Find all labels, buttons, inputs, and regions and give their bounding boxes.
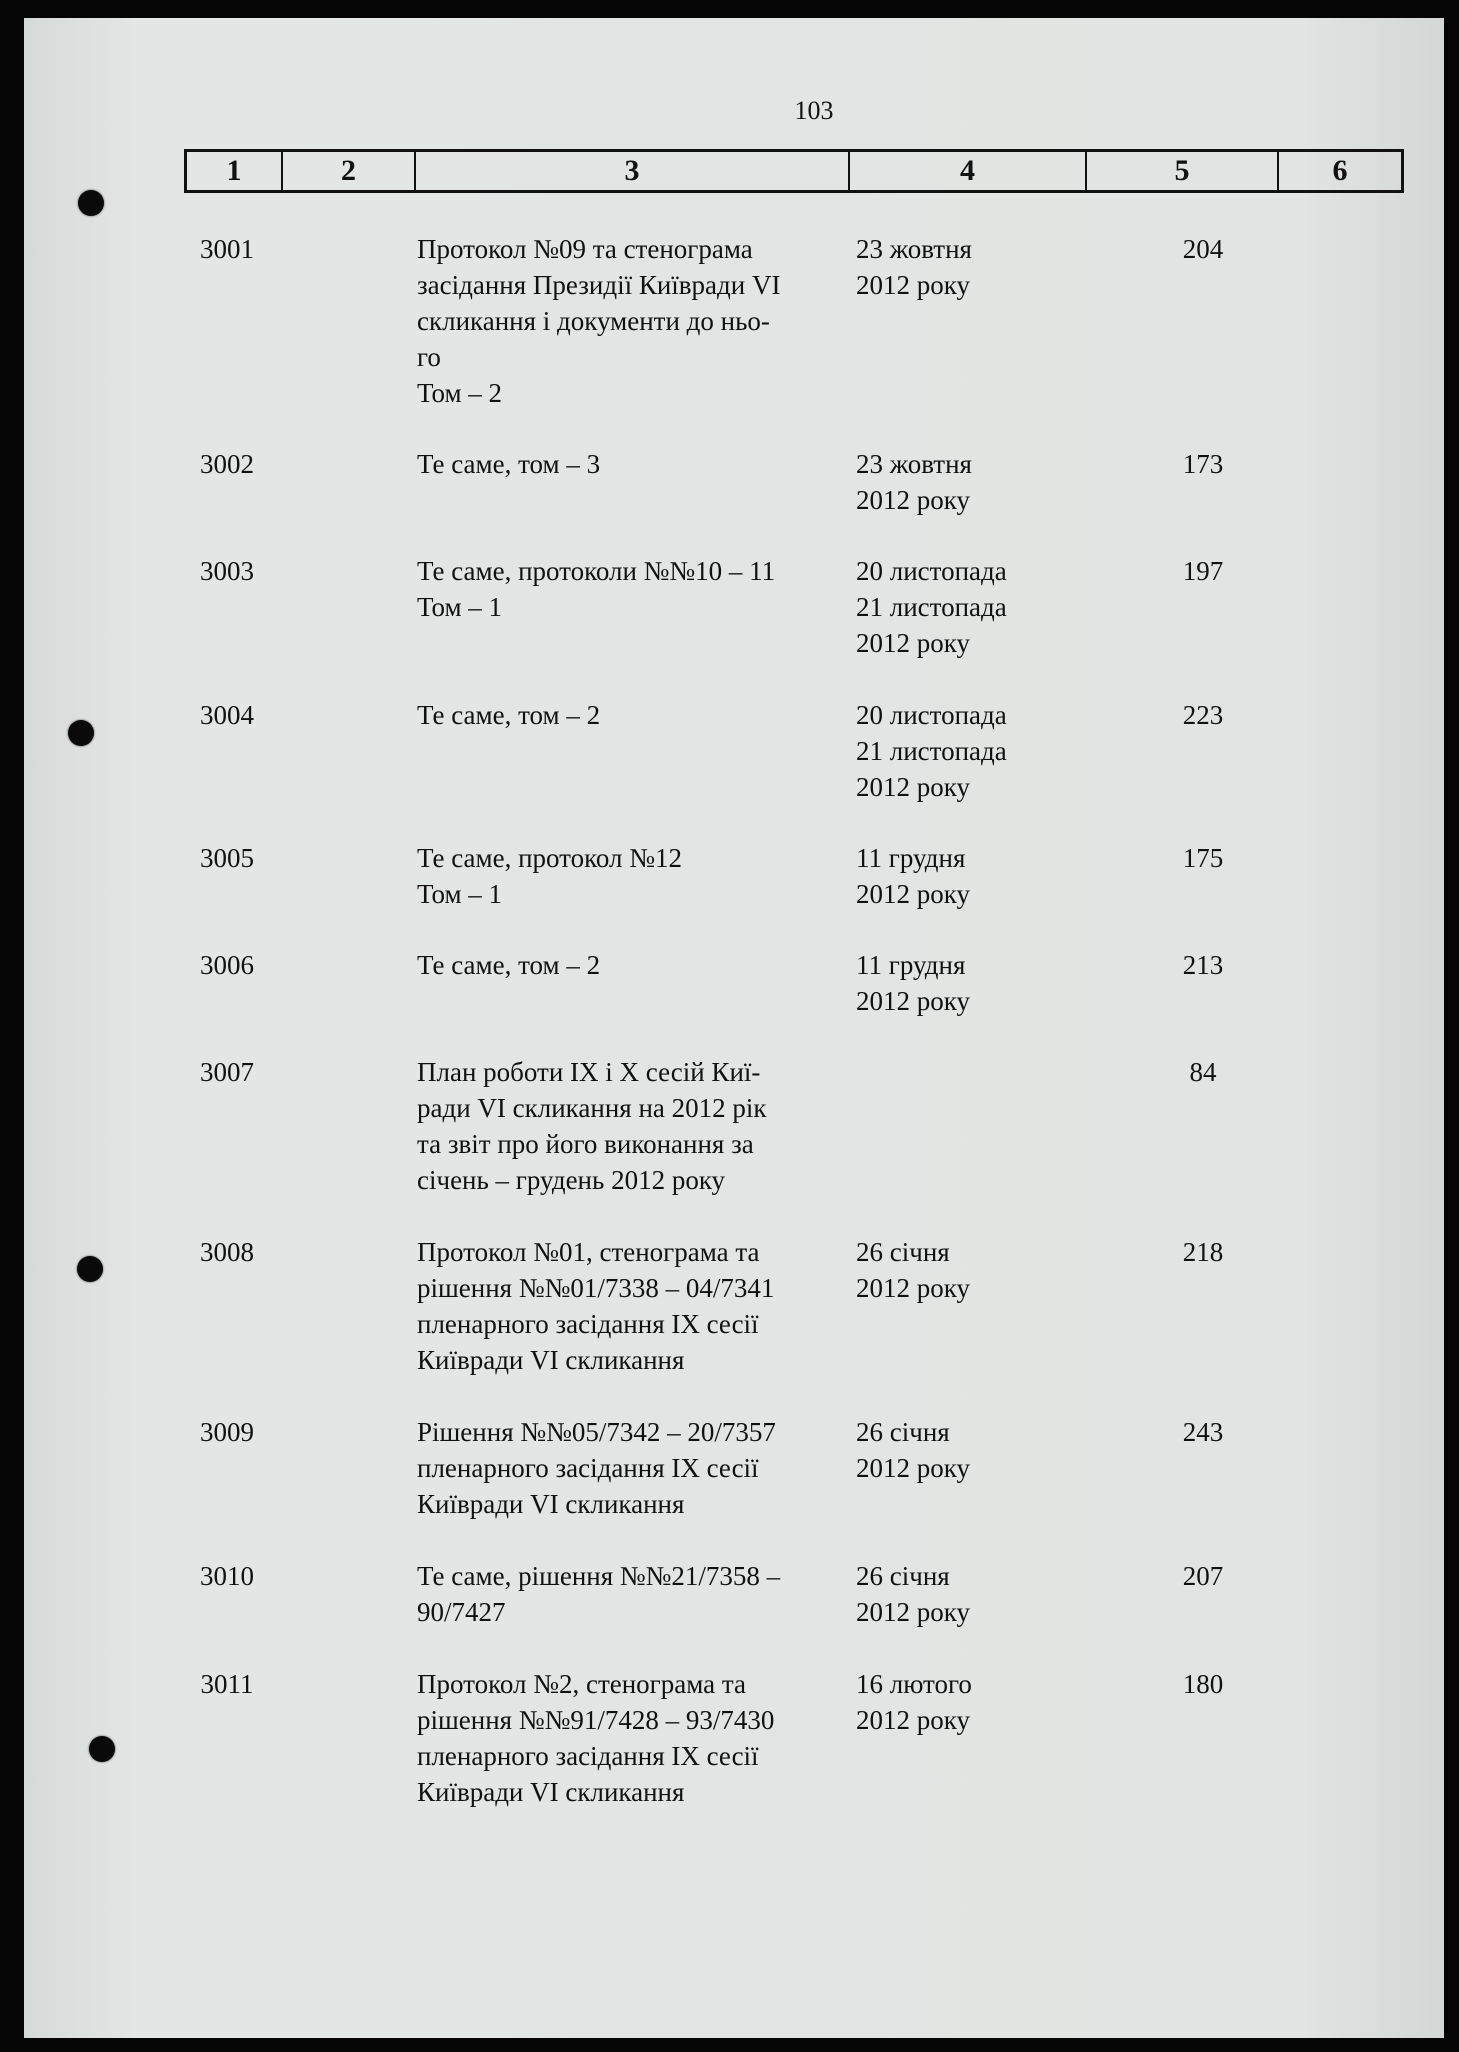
record-number: 3006 (200, 950, 254, 980)
record-title: План роботи IX і X сесій Киї- ради VI скликання на 2012 рік та звіт про його виконання за січень – грудень 2012 року (417, 1057, 767, 1195)
record-number: 3001 (200, 234, 254, 264)
record-pages: 175 (1182, 843, 1224, 873)
record-title: Те саме, рішення №№21/7358 – 90/7427 (417, 1561, 781, 1627)
record-date: 26 січня 2012 року (856, 1417, 970, 1483)
record-number: 3011 (200, 1669, 254, 1699)
record-pages: 197 (1182, 556, 1224, 586)
record-pages: 204 (1182, 234, 1224, 264)
record-title: Протокол №01, стенограма та рішення №№01/7338 – 04/7341 пленарного засідання IX сесії Київради VI скликання (417, 1237, 775, 1375)
record-pages: 84 (1189, 1057, 1217, 1087)
record-title: Те саме, протокол №12 Том – 1 (417, 843, 682, 909)
record-list (24, 18, 1444, 2038)
record-number: 3002 (200, 449, 254, 479)
record-date: 11 грудня 2012 року (856, 950, 970, 1016)
record-title: Те саме, том – 3 (417, 449, 601, 479)
record-date: 11 грудня 2012 року (856, 843, 970, 909)
record-date: 23 жовтня 2012 року (856, 449, 972, 515)
record-pages: 180 (1182, 1669, 1224, 1699)
record-date: 20 листопада 21 листопада 2012 року (856, 700, 1007, 802)
document-page (24, 18, 1444, 2038)
record-pages: 243 (1182, 1417, 1224, 1447)
column-header-1: 1 (187, 152, 283, 190)
column-header-4: 4 (850, 152, 1087, 190)
record-number: 3007 (200, 1057, 254, 1087)
column-header-2: 2 (283, 152, 416, 190)
column-header-6: 6 (1332, 154, 1348, 187)
record-date: 23 жовтня 2012 року (856, 234, 972, 300)
record-date: 16 лютого 2012 року (856, 1669, 972, 1735)
record-pages: 207 (1182, 1561, 1224, 1591)
record-number: 3005 (200, 843, 254, 873)
record-date: 20 листопада 21 листопада 2012 року (856, 556, 1007, 658)
record-title: Те саме, том – 2 (417, 950, 601, 980)
record-pages: 173 (1182, 449, 1224, 479)
record-date: 26 січня 2012 року (856, 1561, 970, 1627)
record-title: Рішення №№05/7342 – 20/7357 пленарного засідання IX сесії Київради VI скликання (417, 1417, 776, 1519)
record-number: 3009 (200, 1417, 254, 1447)
record-number: 3008 (200, 1237, 254, 1267)
record-title: Протокол №09 та стенограма засідання Президії Київради VI скликання і документи до ньо- го Том – 2 (417, 234, 781, 408)
record-title: Протокол №2, стенограма та рішення №№91/7428 – 93/7430 пленарного засідання IX сесії Київради VI скликання (417, 1669, 775, 1807)
column-header-3: 3 (416, 152, 850, 190)
record-pages: 223 (1182, 700, 1224, 730)
page-number: 103 (794, 96, 834, 125)
record-number: 3004 (200, 700, 254, 730)
record-pages: 213 (1182, 950, 1224, 980)
record-date: 26 січня 2012 року (856, 1237, 970, 1303)
column-header-5: 5 (1087, 152, 1279, 190)
record-number: 3003 (200, 556, 254, 586)
record-title: Те саме, том – 2 (417, 700, 601, 730)
record-title: Те саме, протоколи №№10 – 11 Том – 1 (417, 556, 776, 622)
record-pages: 218 (1182, 1237, 1224, 1267)
record-number: 3010 (200, 1561, 254, 1591)
